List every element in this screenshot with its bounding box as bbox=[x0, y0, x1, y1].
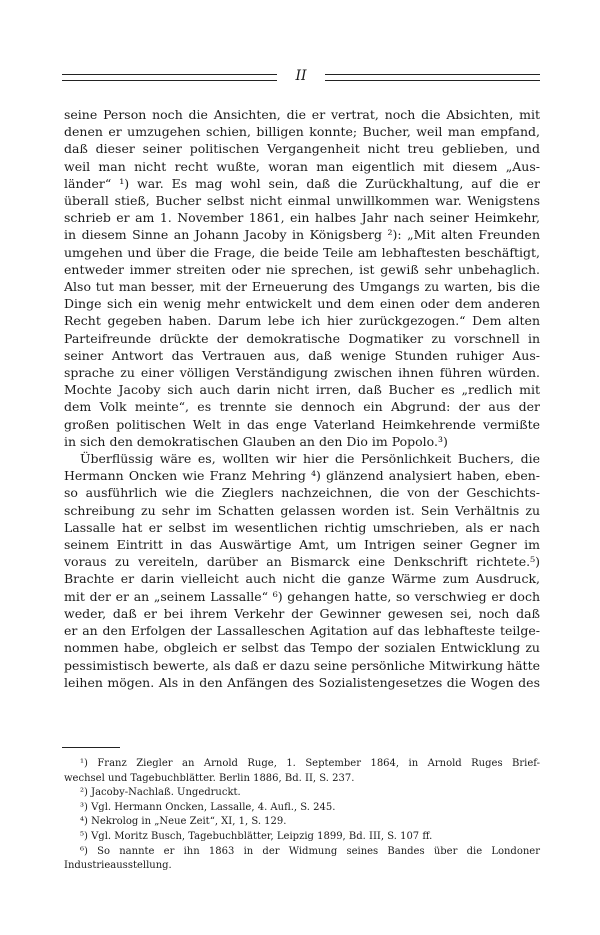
body-line: überall stieß, Bucher selbst nicht einmal unwillkommen war. Wenigstens bbox=[64, 193, 540, 209]
footnote-line: ⁵) Vgl. Moritz Busch, Tagebuchblätter, Leipzig 1899, Bd. III, S. 107 ff. bbox=[80, 830, 433, 842]
body-line: seinem Eintritt in das Auswärtige Amt, um Intrigen seiner Gegner im bbox=[64, 537, 540, 553]
body-line: seiner Antwort das Vertrauen aus, daß wenige Stunden ruhiger Aus- bbox=[64, 347, 540, 363]
body-line: Brachte er darin vielleicht auch nicht die ganze Wärme zum Ausdruck, bbox=[64, 571, 540, 587]
body-line: schrieb er am 1. November 1861, ein halbes Jahr nach seiner Heimkehr, bbox=[64, 210, 540, 226]
body-line: schreibung zu sehr im Schatten gelassen worden ist. Sein Verhältnis zu bbox=[64, 502, 540, 518]
body-line: Überflüssig wäre es, wollten wir hier die Persönlichkeit Buchers, die bbox=[80, 451, 540, 467]
footnote-line: wechsel und Tagebuchblätter. Berlin 1886, Bd. II, S. 237. bbox=[64, 772, 355, 784]
body-line: in sich den demokratischen Glauben an den Dio im Popolo.³) bbox=[64, 433, 448, 449]
body-line: Also tut man besser, mit der Erneuerung des Umgangs zu warten, bis die bbox=[64, 279, 540, 295]
body-line: Hermann Oncken wie Franz Mehring ⁴) glänzend analysiert haben, eben- bbox=[64, 468, 540, 484]
body-line: nommen habe, obgleich er selbst das Tempo der sozialen Entwicklung zu bbox=[64, 640, 540, 656]
body-line: entweder immer streiten oder nie sprechen, ist gewiß sehr unbehaglich. bbox=[64, 261, 540, 277]
footnote-line: ²) Jacoby-Nachlaß. Ungedruckt. bbox=[80, 787, 241, 799]
footnote-line: ³) Vgl. Hermann Oncken, Lassalle, 4. Aufl., S. 245. bbox=[80, 801, 336, 813]
body-text bbox=[64, 106, 540, 691]
body-line: er an den Erfolgen der Lassalleschen Agitation auf das lebhafteste teilge- bbox=[64, 623, 540, 639]
body-line: voraus zu vereiteln, darüber an Bismarck eine Denkschrift richtete.⁵) bbox=[64, 554, 540, 570]
body-line: Lassalle hat er selbst im wesentlichen richtig umschrieben, als er nach bbox=[64, 519, 540, 535]
body-line: denen er umzugehen schien, billigen konnte; Bucher, weil man empfand, bbox=[64, 124, 540, 140]
footnote-line: ⁴) Nekrolog in „Neue Zeit“, XI, 1, S. 129. bbox=[80, 816, 287, 828]
page-number: II bbox=[295, 68, 307, 84]
body-line: Dinge sich ein wenig mehr entwickelt und dem einen oder dem anderen bbox=[64, 296, 540, 312]
footnote-line: ⁶) So nannte er ihn 1863 in der Widmung seines Bandes über die Londoner bbox=[80, 845, 540, 857]
body-line: seine Person noch die Ansichten, die er vertrat, noch die Absichten, mit bbox=[64, 107, 540, 122]
body-line: Recht gegeben haben. Darum lebe ich hier zurückgezogen.“ Dem alten bbox=[64, 313, 540, 329]
body-line: Parteifreunde drückte der demokratische Dogmatiker zu vorschnell in bbox=[64, 330, 540, 346]
body-line: umgehen und über die Frage, die beide Teile am lebhaftesten beschäftigt, bbox=[64, 244, 540, 260]
body-line: Mochte Jacoby sich auch darin nicht irren, daß Bucher es „redlich mit bbox=[64, 382, 540, 398]
body-line: daß dieser seiner politischen Vergangenheit nicht treu geblieben, und bbox=[64, 141, 540, 157]
footnote-line: Industrieausstellung. bbox=[64, 860, 172, 872]
footnote-line: ¹) Franz Ziegler an Arnold Ruge, 1. September 1864, in Arnold Ruges Brief- bbox=[80, 758, 540, 769]
body-line: so ausführlich wie die Zieglers nachzeichnen, die von der Geschichts- bbox=[64, 485, 540, 501]
body-line: pessimistisch bewerte, als daß er dazu seine persönliche Mitwirkung hätte bbox=[64, 657, 540, 673]
body-line: in diesem Sinne an Johann Jacoby in Königsberg ²): „Mit alten Freunden bbox=[64, 227, 540, 243]
page-header bbox=[62, 66, 540, 90]
header-rule-right bbox=[325, 74, 540, 81]
body-line: leihen mögen. Als in den Anfängen des Sozialistengesetzes die Wogen des bbox=[64, 674, 540, 690]
footnote-divider bbox=[62, 747, 120, 748]
body-line: länder“ ¹) war. Es mag wohl sein, daß die Zurückhaltung, auf die er bbox=[64, 175, 540, 191]
body-line: großen politischen Welt in das enge Vaterland Heimkehrende vermißte bbox=[64, 416, 540, 432]
body-line: sprache zu einer völligen Verständigung zwischen ihnen führen würden. bbox=[64, 365, 540, 381]
body-line: weil man nicht recht wußte, woran man eigentlich mit diesem „Aus- bbox=[64, 158, 540, 174]
body-line: mit der er an „seinem Lassalle“ ⁶) gehangen hatte, so verschwieg er doch bbox=[64, 588, 540, 604]
body-line: weder, daß er bei ihrem Verkehr der Gewinner gewesen sei, noch daß bbox=[64, 605, 540, 621]
footnotes bbox=[64, 757, 540, 874]
body-line: dem Volk meinte“, es trennte sie dennoch ein Abgrund: der aus der bbox=[64, 399, 540, 415]
